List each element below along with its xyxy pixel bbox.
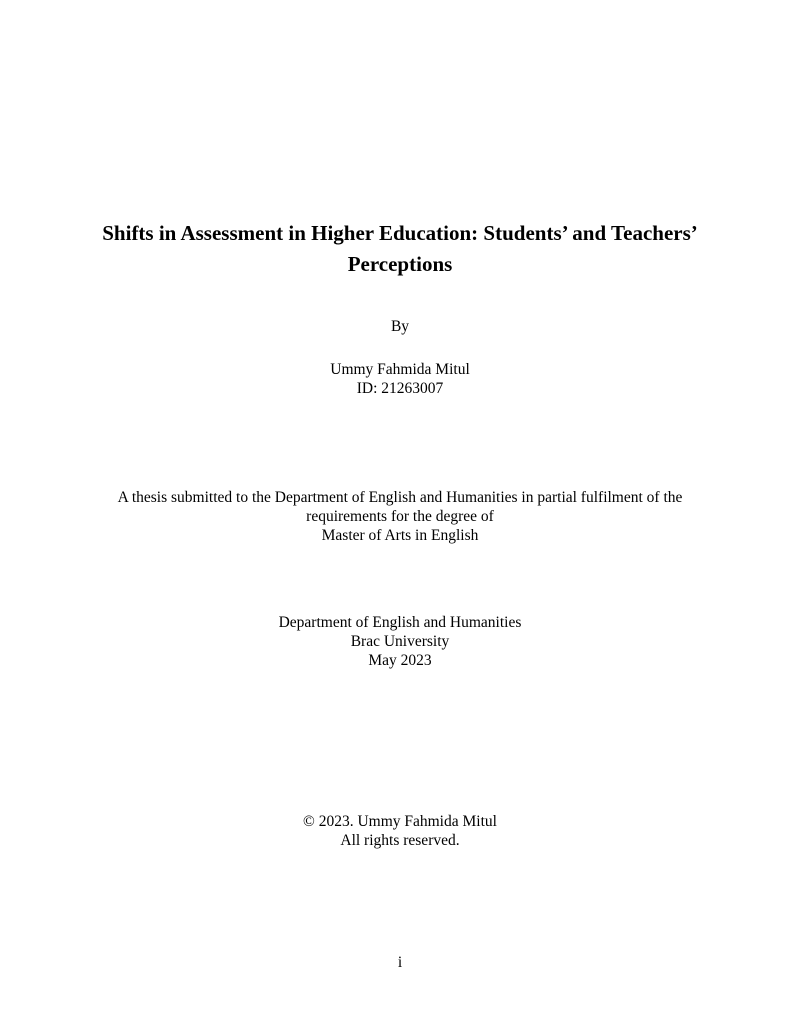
- statement-line-2: requirements for the degree of: [306, 508, 494, 525]
- student-id: ID: 21263007: [356, 380, 444, 397]
- author-name: Ummy Fahmida Mitul: [330, 361, 470, 378]
- page-number-text: i: [397, 954, 403, 971]
- copyright-block: [0, 812, 800, 850]
- by-text: By: [390, 318, 410, 335]
- author-block: [0, 360, 800, 398]
- degree-name: Master of Arts in English: [321, 527, 479, 544]
- rights-reserved: All rights reserved.: [340, 832, 460, 849]
- thesis-title-line-2: Perceptions: [347, 252, 453, 276]
- statement-line-1: A thesis submitted to the Department of English and Humanities in partial fulfilment of the: [117, 489, 683, 506]
- department-name: Department of English and Humanities: [278, 614, 522, 631]
- university-name: Brac University: [350, 633, 450, 650]
- thesis-title: [0, 218, 800, 280]
- page-number: [0, 953, 800, 972]
- thesis-title-line-1: Shifts in Assessment in Higher Education: Students’ and Teachers’: [102, 221, 698, 245]
- submission-date: May 2023: [368, 652, 432, 669]
- institution-block: [0, 613, 800, 670]
- copyright-line: © 2023. Ummy Fahmida Mitul: [303, 813, 497, 830]
- submission-statement: [0, 488, 800, 545]
- by-label: [0, 317, 800, 336]
